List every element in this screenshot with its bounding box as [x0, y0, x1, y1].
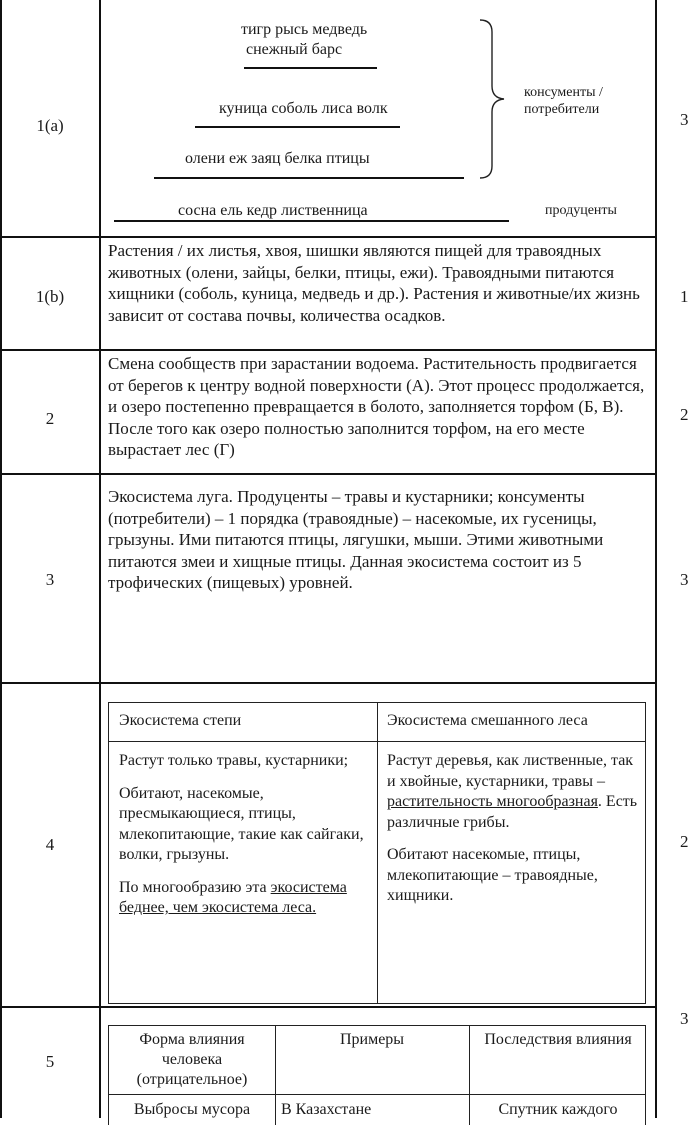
steppe-description — [119, 751, 369, 931]
table-header-steppe: Экосистема степи — [119, 712, 242, 729]
column-divider-left — [99, 0, 101, 1118]
column-divider-right — [655, 0, 657, 1118]
chain-level-1-line-1: тигр рысь медведь — [241, 21, 368, 38]
forest-animals: Обитают насекомые, птицы, млекопитающие – травоядные, хищники. — [387, 846, 598, 904]
score: 1 — [680, 287, 689, 306]
row-number: 2 — [45, 409, 55, 428]
answer-2-text: Смена сообществ при зарастании водоема. Растительность продвигается от берегов к центру водной поверхности (А). Этот процесс продолжается, и озеро постепенно превращается в болото, заполняется торфом (Б, В). После того как озеро полностью заполнится торфом, на его месте вырастает лес (Г) — [108, 354, 645, 459]
chain-level-1-underline — [244, 67, 377, 69]
table-row-divider — [109, 1094, 645, 1095]
row-number: 4 — [45, 835, 55, 854]
score: 3 — [680, 1009, 689, 1028]
row-number: 3 — [45, 570, 55, 589]
consumers-label: консументы / потребители — [524, 85, 603, 117]
human-influence-table — [108, 1025, 646, 1125]
chain-level-4: сосна ель кедр лиственница — [178, 202, 368, 219]
score: 3 — [680, 110, 689, 129]
answer-3-text: Экосистема луга. Продуценты – травы и кустарники; консументы (потребители) – 1 порядка (травоядные) – насекомые, их гусеницы, грызуны. Ими питаются птицы, лягушки, мыши. Этими животными питаются змеи и хищные птицы. Данная экосистема состоит из 5 трофических (пищевых) уровней. — [108, 487, 604, 592]
row-divider — [0, 349, 656, 351]
left-border — [0, 0, 2, 1118]
row-divider — [0, 1006, 656, 1008]
score: 2 — [680, 405, 689, 424]
steppe-diversity-underlined: экосистема беднее, чем экосистема леса. — [119, 878, 347, 916]
curly-brace-icon — [478, 18, 508, 180]
answer-1b-text: Растения / их листья, хвоя, шишки являются пищей для травоядных животных (олени, зайцы, белки, птицы, ежи). Травоядными питаются хищники (соболь, куница, медведь и др.). Растения и животные/их жизнь зависит от состава почвы, количества осадков. — [108, 241, 640, 325]
row-number: 1(b) — [35, 287, 65, 306]
chain-level-2-underline — [195, 126, 400, 128]
chain-level-2: куница соболь лиса волк — [219, 100, 388, 117]
producers-label: продуценты — [545, 203, 617, 218]
score: 2 — [680, 832, 689, 851]
cell-influence-form: Выбросы мусора — [133, 1101, 251, 1118]
chain-level-1-line-2: снежный барс — [246, 41, 343, 58]
row-number: 1(a) — [36, 116, 64, 135]
cell-examples: В Казахстане — [281, 1101, 372, 1118]
header-examples: Примеры — [339, 1031, 405, 1048]
table-header-mixed-forest: Экосистема смешанного леса — [387, 712, 588, 729]
chain-level-4-underline — [114, 220, 509, 222]
chain-level-3: олени еж заяц белка птицы — [185, 150, 370, 167]
forest-plants-underlined: растительность многообразная — [387, 793, 598, 810]
row-divider — [0, 236, 656, 238]
ecosystem-comparison-table — [108, 702, 646, 1004]
steppe-diversity: По многообразию эта экосистема беднее, чем экосистема леса. — [119, 878, 347, 916]
steppe-plants: Растут только травы, кустарники; — [119, 752, 349, 769]
forest-description — [387, 751, 639, 919]
chain-level-3-underline — [154, 177, 464, 179]
table-column-divider — [377, 703, 378, 1003]
header-influence-form: Форма влияния человека (отрицательное) — [136, 1031, 248, 1088]
header-consequences: Последствия влияния — [484, 1031, 632, 1048]
row-divider — [0, 473, 656, 475]
row-divider — [0, 682, 656, 684]
cell-consequences: Спутник каждого — [498, 1101, 618, 1118]
row-number: 5 — [45, 1052, 55, 1071]
steppe-animals: Обитают, насекомые, пресмыкающиеся, птицы, млекопитающие, такие как сайгаки, волки, грызуны. — [119, 784, 364, 863]
forest-plants: Растут деревья, как лиственные, так и хвойные, кустарники, травы – растительность многообразная. Есть различные грибы. — [387, 752, 638, 831]
table-column-divider — [469, 1026, 470, 1125]
table-column-divider — [275, 1026, 276, 1125]
score: 3 — [680, 570, 689, 589]
